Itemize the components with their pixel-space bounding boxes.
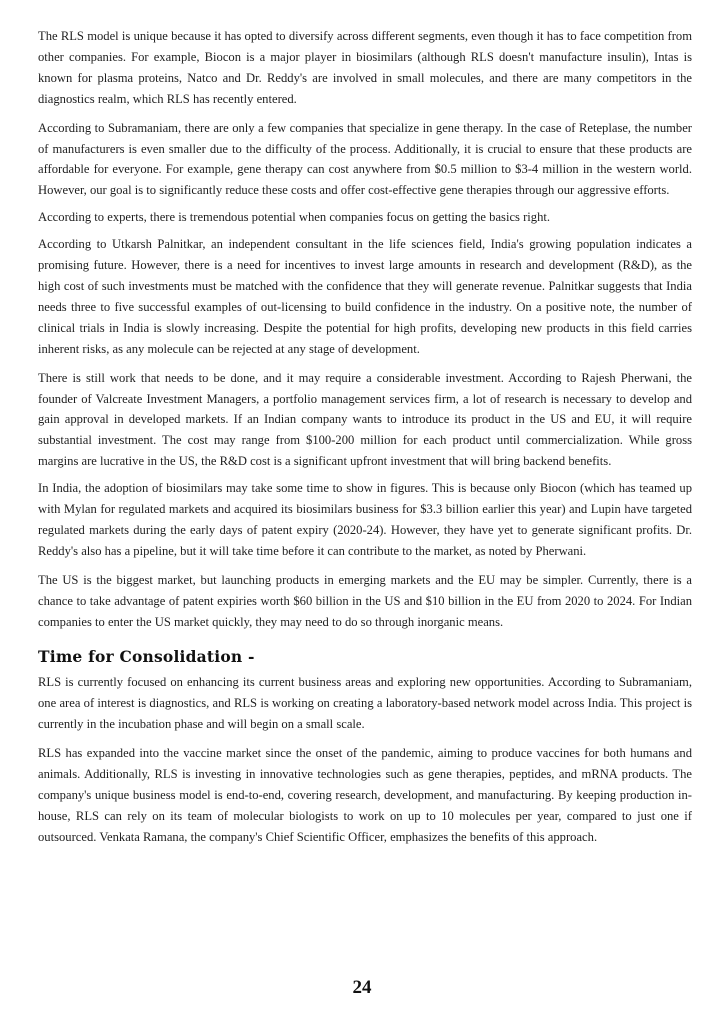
section-heading: Time for Consolidation - — [38, 647, 255, 667]
article-body — [38, 26, 692, 856]
paragraph-vaccines: RLS has expanded into the vaccine market since the onset of the pandemic, aiming to produce vaccines for both humans and animals. Additionally, RLS is investing in innovative technologies such as gene therapies, peptides, and mRNA products. The company's unique business model is end-to-end, covering research, development, and manufacturing. By keeping production in-house, RLS can rely on its team of molecular biologists to work on up to 10 molecules per year, compared to just one if outsourced. Venkata Ramana, the company's Chief Scientific Officer, emphasizes the benefits of this approach. — [38, 746, 692, 844]
paragraph-us-market: The US is the biggest market, but launching products in emerging markets and the EU may be simpler. Currently, there is a chance to take advantage of patent expiries worth $60 billion in the US and $10 billion in the EU from 2020 to 2024. For Indian companies to enter the US market quickly, they may need to do so through inorganic means. — [38, 572, 692, 629]
paragraph-biosimilars-india: In India, the adoption of biosimilars may take some time to show in figures. This is because only Biocon (which has teamed up with Mylan for regulated markets and acquired its biosimilars business for $3.3 billion earlier this year) and Lupin have targeted regulated markets during the early days of patent expiry (2020-24). However, they have yet to generate significant profits. Dr. Reddy's also has a pipeline, but it will take time before it can contribute to the market, as noted by Pherwani. — [38, 481, 692, 558]
paragraph-diagnostics: RLS is currently focused on enhancing its current business areas and exploring new opportunities. According to Subramaniam, one area of interest is diagnostics, and RLS is working on creating a laboratory-based network model across India. This project is currently in the incubation phase and will begin on a small scale. — [38, 675, 692, 732]
paragraph-pherwani-investment: There is still work that needs to be done, and it may require a considerable investment. According to Rajesh Pherwani, the founder of Valcreate Investment Managers, a portfolio management services firm, a lot of research is necessary to develop and gain approval in developed markets. If an Indian company wants to introduce its product in the US and EU, it will require substantial investment. The cost may range from $100-200 million for each product until commercialization. While gross margins are lucrative in the US, the R&D cost is a significant upfront investment that will bring backend benefits. — [38, 370, 692, 469]
paragraph-palnitkar: According to Utkarsh Palnitkar, an independent consultant in the life sciences field, India's growing population indicates a promising future. However, there is a need for incentives to invest large amounts in research and development (R&D), as the high cost of such investments must be matched with the confidence that they will generate revenue. Palnitkar suggests that India needs three to five successful examples of out-licensing to build confidence in the industry. On a positive note, the number of clinical trials in India is slowly increasing. Despite the potential for high profits, developing new products in this field carries inherent risks, as any molecule can be rejected at any stage of development. — [38, 237, 692, 356]
paragraph-experts: According to experts, there is tremendous potential when companies focus on getting the basics right. — [38, 210, 551, 225]
page-number: 24 — [352, 977, 372, 998]
paragraph-gene-therapy: According to Subramaniam, there are only a few companies that specialize in gene therapy. In the case of Reteplase, the number of manufacturers is even smaller due to the difficulty of the process. Additionally, it is crucial to ensure that these products are affordable for everyone. For example, gene therapy can cost anywhere from $0.5 million to $3-4 million in the western world. However, our goal is to significantly reduce these costs and offer cost-effective gene therapies through our aggressive efforts. — [38, 120, 692, 198]
paragraph-rls-model: The RLS model is unique because it has opted to diversify across different segments, even though it has to face competition from other companies. For example, Biocon is a major player in biosimilars (although RLS doesn't manufacture insulin), Intas is known for plasma proteins, Natco and Dr. Reddy's are involved in small molecules, and there are many competitors in the diagnostics realm, which RLS has recently entered. — [38, 29, 692, 106]
